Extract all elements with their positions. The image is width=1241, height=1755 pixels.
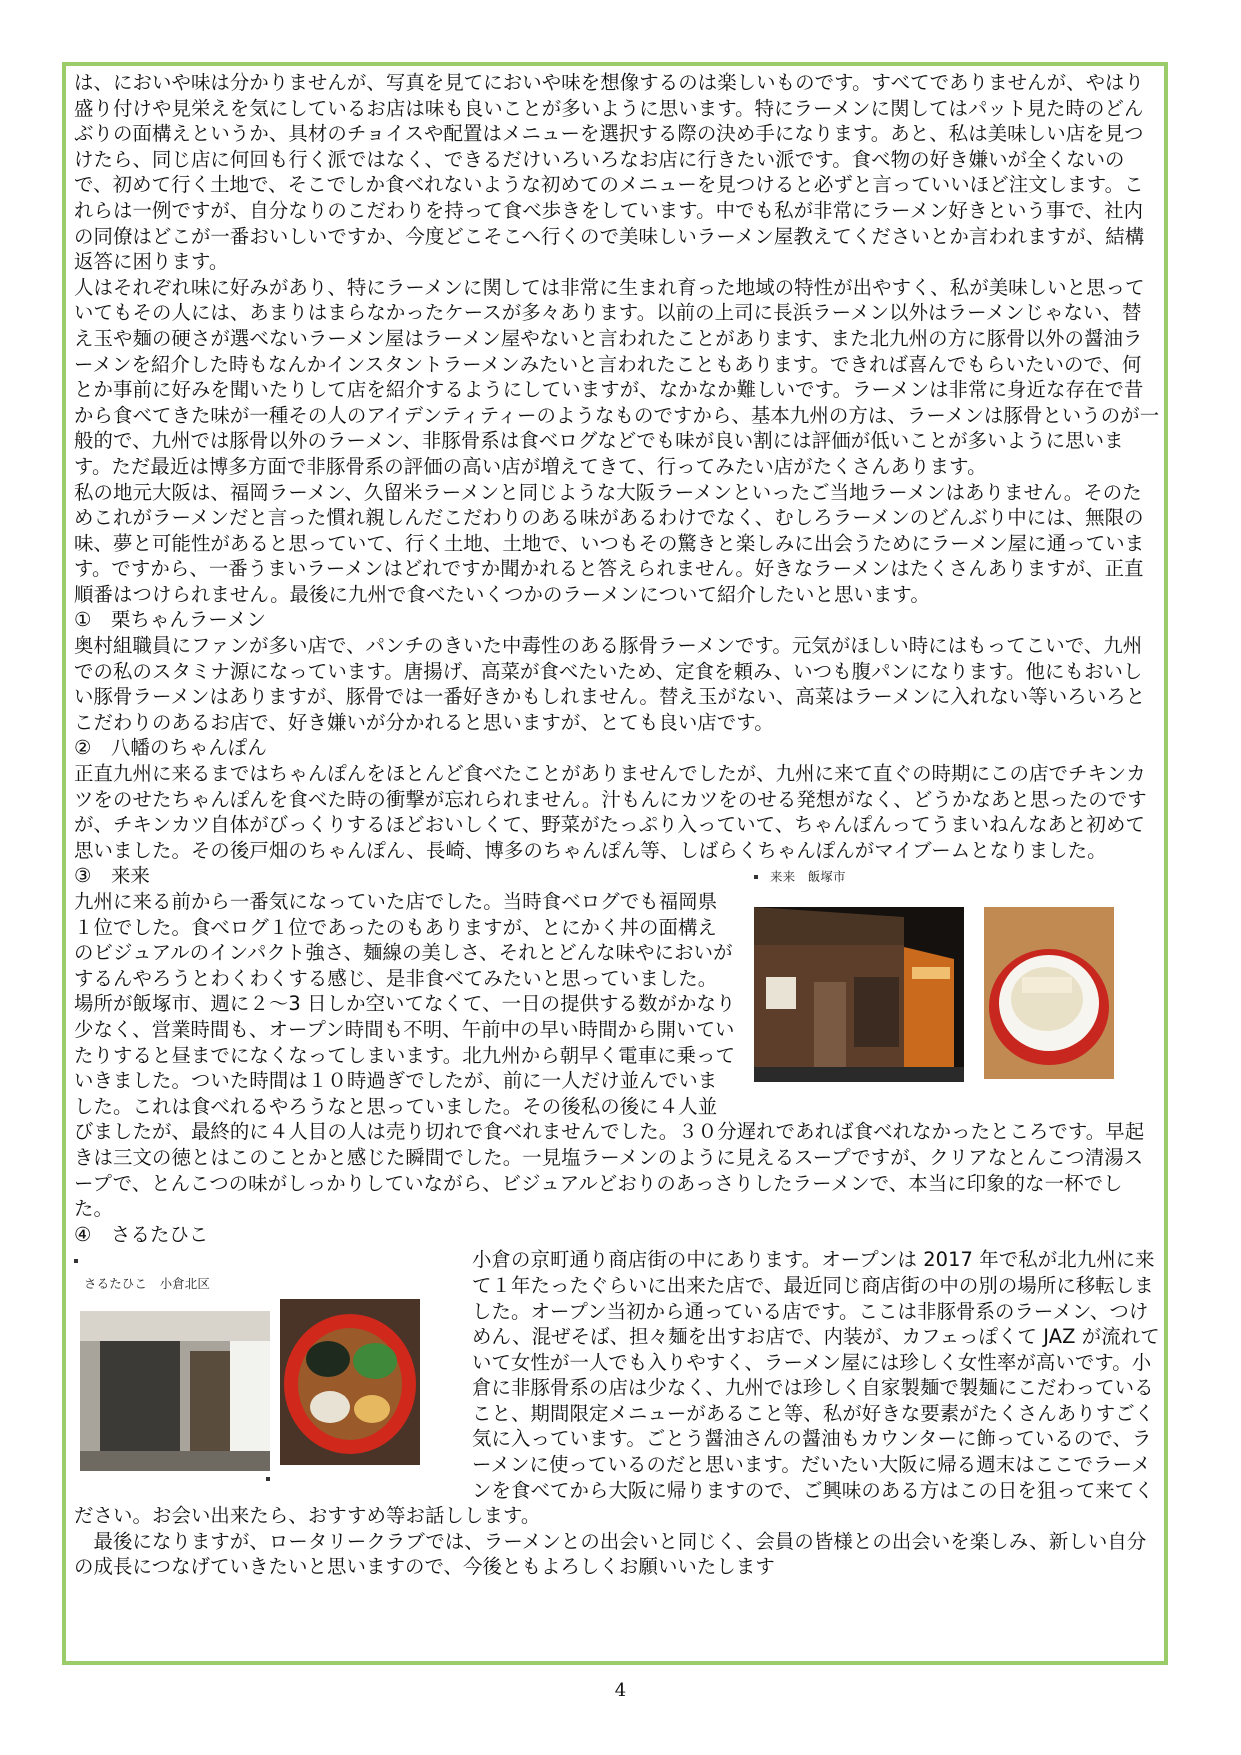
photo-panel-sarutahiko xyxy=(74,1255,460,1485)
section-heading-yahata-champon: ② 八幡のちゃんぽん xyxy=(74,736,267,760)
section-body-kuri-chan: 奥村組職員にファンが多い店で、パンチのきいた中毒性のある豚骨ラーメンです。元気がほしい時にはもってこいで、九州での私のスタミナ源になっています。唐揚げ、高菜が食べたいため、定食を頼み、いつも腹パンになります。他にもおいしい豚骨ラーメンはありますが、豚骨では一番好きかもしれません。替え玉がない、高菜はラーメンに入れない等いろいろとこだわりのあるお店で、好き嫌いが分かれると思いますが、とても良い店です。 xyxy=(74,634,1146,734)
paragraph-3: 私の地元大阪は、福岡ラーメン、久留米ラーメンと同じような大阪ラーメンといったご当地ラーメンはありません。そのためこれがラーメンだと言った慣れ親しんだこだわりのある味があるわけでなく、むしろラーメンのどんぶり中には、無限の味、夢と可能性があると思っていて、行く土地、土地で、いつもその驚きと楽しみに出会うためにラーメン屋に通っています。ですから、一番うまいラーメンはどれですか聞かれると答えられません。好きなラーメンはたくさんありますが、正直順番はつけられません。最後に九州で食べたいくつかのラーメンについて紹介したいと思います。 xyxy=(74,480,1145,606)
marker-dot xyxy=(754,875,758,879)
rairai-ramen-bowl-photo xyxy=(984,907,1114,1079)
sarutahiko-mazesoba-photo xyxy=(280,1299,420,1465)
photo-caption-sarutahiko: さるたひこ 小倉北区 xyxy=(84,1276,211,1292)
paragraph-2: 人はそれぞれ味に好みがあり、特にラーメンに関しては非常に生まれ育った地域の特性が出やすく、私が美味しいと思っていてもその人には、あまりはまらなかったケースが多々あります。以前の上司に長浜ラーメン以外はラーメンじゃない、替え玉や麺の硬さが選べないラーメン屋はラーメン屋やないと言われたことがあります、また北九州の方に豚骨以外の醤油ラーメンを紹介した時もなんかインスタントラーメンみたいと言われたこともあります。できれば喜んでもらいたいので、何とか事前に好みを聞いたりして店を紹介するようにしていますが、なかなか難しいです。ラーメンは非常に身近な存在で昔から食べてきた味が一種その人のアイデンティティーのようなものですから、基本九州の方は、ラーメンは豚骨というのが一般的で、九州では豚骨以外のラーメン、非豚骨系は食べログなどでも味が良い割には評価が低いことが多いように思います。ただ最近は博多方面で非豚骨系の評価の高い店が増えてきて、行ってみたい店がたくさんあります。 xyxy=(74,275,1160,478)
sarutahiko-storefront-photo xyxy=(80,1311,270,1471)
closing-paragraph: 最後になりますが、ロータリークラブでは、ラーメンとの出会いと同じく、会員の皆様との出会いを楽しみ、新しい自分の成長につなげていきたいと思いますので、今後ともよろしくお願いいたします xyxy=(74,1529,1147,1579)
section-body-sarutahiko: 小倉の京町通り商店街の中にあります。オープンは 2017 年で私が北九州に来て１年たったぐらいに出来た店で、最近同じ商店街の中の別の場所に移転しました。オープン当初から通っている店です。ここは非豚骨系のラーメン、つけめん、混ぜそば、担々麺を出すお店で、内装が、カフェっぽくて JAZ が流れていて女性が一人でも入りやすく、ラーメン屋には珍しく女性率が高いです。小倉に非豚骨系の店は少なく、九州では珍しく自家製麺で製麺にこだわっていること、期間限定メニューがあること等、私が好きな要素がたくさんありすごく気に入っています。ごとう醤油さんの醤油もカウンターに飾っているので、ラーメンに使っているのだと思います。だいたい大阪に帰る週末はここでラーメンを食べてから大阪に帰りますので、ご興味のある方はこの日を狙って来てください。お会い出来たら、おすすめ等お話しします。 xyxy=(74,1248,1160,1528)
marker-dot xyxy=(266,1477,270,1481)
photo-caption-rairai: 来来 飯塚市 xyxy=(770,869,846,885)
section-body-rairai: 九州に来る前から一番気になっていた店でした。当時食べログでも福岡県１位でした。食べログ１位であったのもありますが、とにかく丼の面構えのビジュアルのインパクト強さ、麺線の美しさ、それとどんな味やにおいがするんやろうとわくわくする感じ、是非食べてみたいと思っていました。場所が飯塚市、週に２～3 日しか空いてなくて、一日の提供する数がかなり少なく、営業時間も、オープン時間も不明、午前中の早い時間から開いていたりすると昼までになくなってしまいます。北九州から朝早く電車に乗っていきました。ついた時間は１０時過ぎでしたが、前に一人だけ並んでいました。これは食べれるやろうなと思っていました。その後私の後に４人並びましたが、最終的に４人目の人は売り切れで食べれませんでした。３０分遅れであれば食べれなかったところです。早起きは三文の徳とはこのことかと感じた瞬間でした。一見塩ラーメンのように見えるスープですが、クリアなとんこつ清湯スープで、とんこつの味がしっかりしていながら、ビジュアルどおりのあっさりしたラーメンで、本当に印象的な一杯でした。 xyxy=(74,890,1145,1221)
rairai-storefront-photo xyxy=(754,907,964,1082)
section-heading-rairai: ③ 来来 xyxy=(74,864,150,888)
section-heading-sarutahiko: ④ さるたひこ xyxy=(74,1222,209,1246)
article-body xyxy=(74,70,1160,1580)
section-body-yahata-champon: 正直九州に来るまではちゃんぽんをほとんど食べたことがありませんでしたが、九州に来て直ぐの時期にこの店でチキンカツをのせたちゃんぽんを食べた時の衝撃が忘れられません。汁もんにカツをのせる発想がなく、どうかなあと思ったのですが、チキンカツ自体がびっくりするほどおいしくて、野菜がたっぷり入っていて、ちゃんぽんってうまいねんなあと初めて思いました。その後戸畑のちゃんぽん、長崎、博多のちゃんぽん等、しばらくちゃんぽんがマイブームとなりました。 xyxy=(74,762,1147,862)
photo-panel-rairai xyxy=(748,865,1160,1093)
page-number: 4 xyxy=(614,1680,627,1701)
marker-dot xyxy=(74,1259,78,1263)
paragraph-1: は、においや味は分かりませんが、写真を見てにおいや味を想像するのは楽しいものです。すべてでありませんが、やはり盛り付けや見栄えを気にしているお店は味も良いことが多いように思います。特にラーメンに関してはパット見た時のどんぶりの面構えというか、具材のチョイスや配置はメニューを選択する際の決め手になります。あと、私は美味しい店を見つけたら、同じ店に何回も行く派ではなく、できるだけいろいろなお店に行きたい派です。食べ物の好き嫌いが全くないので、初めて行く土地で、そこでしか食べれないような初めてのメニューを見つけると必ずと言っていいほど注文します。これらは一例ですが、自分なりのこだわりを持って食べ歩きをしています。中でも私が非常にラーメン好きという事で、社内の同僚はどこが一番おいしいですか、今度どこそこへ行くので美味しいラーメン屋教えてくださいとか言われますが、結構返答に困ります。 xyxy=(74,71,1145,274)
section-heading-kuri-chan: ① 栗ちゃんラーメン xyxy=(74,608,266,632)
